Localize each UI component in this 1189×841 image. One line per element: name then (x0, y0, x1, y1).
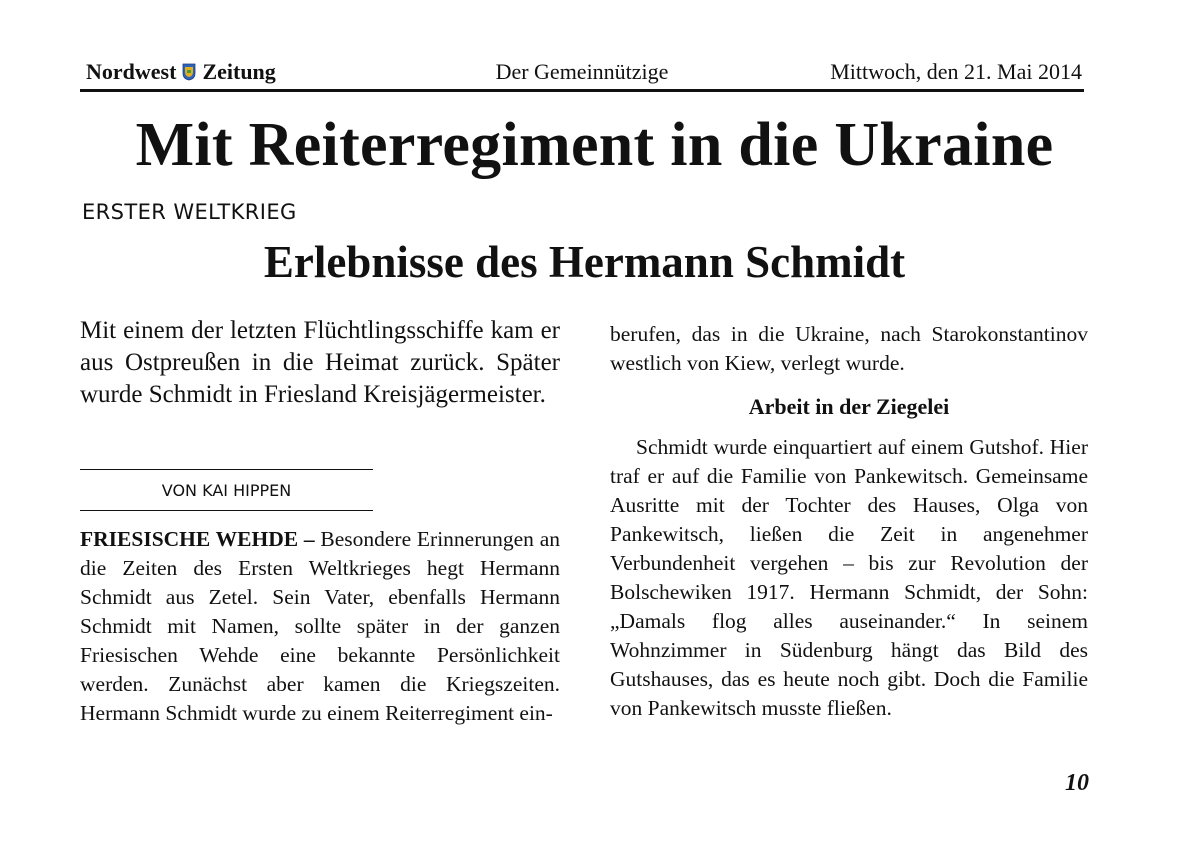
section-subtitle: Arbeit in der Ziegelei (748, 394, 950, 419)
section-title: Der Gemeinnützige (495, 59, 669, 84)
body-column-2-top: berufen, das in die Ukraine, nach Starokonstantinov westlich von Kiew, verlegt wurde. (610, 322, 1088, 375)
dateline: FRIESISCHE WEHDE – (80, 527, 315, 551)
masthead (80, 55, 1084, 92)
headline: Mit Reiterregiment in die Ukraine (135, 111, 1054, 179)
body-column-1 (80, 525, 560, 728)
brand-name-right: Zeitung (202, 59, 276, 84)
kicker: ERSTER WELTKRIEG (82, 200, 297, 224)
brand-name-left: Nordwest (86, 59, 177, 84)
body-column-2-main: Schmidt wurde einquartiert auf einem Gutshof. Hier traf er auf die Familie von Pankewitsch. Gemeinsame Ausritte mit der Tochter des Hauses, Olga von Pankewitsch, ließen die Zeit in angenehmer Verbundenheit vergehen – bis zur Revolution der Bolschewiken 1917. Hermann Schmidt, der Sohn: „Damals flog alles auseinander.“ In seinem Wohnzimmer in Südenburg hängt das Bild des Gutshauses, das es heute noch gibt. Doch die Familie von Pankewitsch musste fließen. (610, 435, 1088, 720)
page-number: 10 (1065, 770, 1089, 796)
body-text-1: Besondere Erinnerungen an die Zeiten des Ersten Weltkrieges hegt Hermann Schmidt aus Zetel. Sein Vater, ebenfalls Hermann Schmidt mit Namen, sollte später in der ganzen Friesischen Wehde eine bekannte Persönlichkeit werden. Zunächst aber kamen die Kriegszeiten. Hermann Schmidt wurde zu einem Reiterregiment ein- (80, 527, 560, 725)
issue-date: Mittwoch, den 21. Mai 2014 (830, 59, 1082, 84)
teaser-text: Mit einem der letzten Flüchtlingsschiffe kam er aus Ostpreußen in die Heimat zurück. Später wurde Schmidt in Friesland Kreisjägermeister. (80, 317, 560, 408)
subheadline: Erlebnisse des Hermann Schmidt (263, 237, 906, 287)
byline-box (80, 469, 373, 511)
body-paragraph-1 (80, 525, 560, 728)
byline: VON KAI HIPPEN (161, 481, 292, 500)
